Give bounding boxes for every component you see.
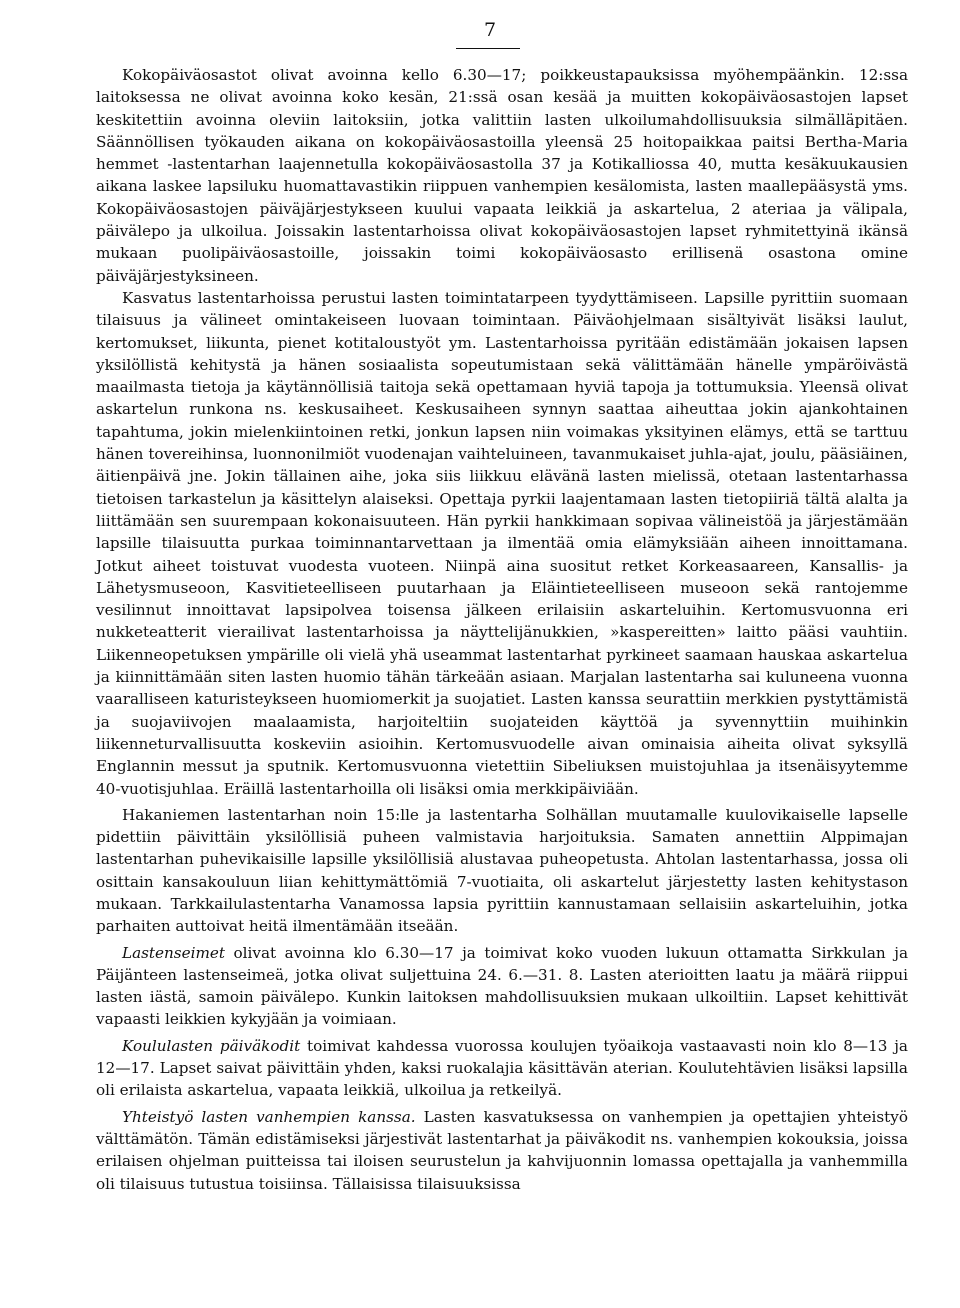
paragraph-full-day-sections: Kokopäiväosastot olivat avoinna kello 6.30—17; poikkeustapauksissa myöhempäänkin. 12:ssa laitoksessa ne olivat avoinna koko kesän, 21:ssä osan kesää ja muitten kokopäiväosastojen lapset keskitettiin avoinna oleviin laitoksiin, jotka valittiin lasten ulkoilumahdollisuuksia silmälläpitäen. Säännöllisen työkauden aikana on kokopäiväosastoilla yleensä 25 hoitopaikkaa paitsi Bertha-Maria hemmet -lastentarhan laajennetulla kokopäiväosastolla 37 ja Kotikalliossa 40, mutta kesäkuukausien aikana laskee lapsiluku huomattavastikin riippuen vanhempien kesälomista, lasten maallepääsystä yms. Kokopäiväosastojen päiväjärjestykseen kuului vapaata leikkiä ja askartelua, 2 ateriaa ja välipala, päivälepo ja ulkoilua. Joissakin lastentarhoissa olivat kokopäiväosastojen lapset ryhmitettyinä ikänsä mukaan puolipäiväosastoille, joissakin toimi kokopäiväosasto erillisenä osastona omine päiväjärjestyksineen. — [96, 66, 908, 285]
paragraph-speech-training: Hakaniemen lastentarhan noin 15:lle ja lastentarha Solhällan muutamalle kuulovikaiselle lapselle pidettiin päivittäin yksilöllisiä puheen valmistavia harjoituksia. Samaten annettiin Alppimajan lastentarhan puhevikaisille lapsille yksilöllisiä alustavaa puheopetusta. Ahtolan lastentarhassa, jossa oli osittain kansakouluun liian kehittymättömiä 7-vuotiaita, oli askartelut järjestetty lasten kehitystason mukaan. Tarkkailulastentarha Vanamossa lapsia pyrittiin kannustamaan sellaisiin askarteluihin, jotka parhaiten auttoivat heitä ilmentämään itseään. — [96, 805, 908, 936]
paragraph-nurseries — [96, 942, 908, 1031]
page-number-rule — [456, 48, 520, 49]
paragraph-education: Kasvatus lastentarhoissa perustui lasten toimintatarpeen tyydyttämiseen. Lapsille pyrittiin suomaan tilaisuus ja välineet omintakeiseen luovaan toimintaan. Päiväohjelmaan sisältyivät lisäksi laulut, kertomukset, liikunta, pienet kotitaloustyöt ym. Lastentarhoissa pyritään edistämään jokaisen lapsen yksilöllistä kehitystä ja hänen sosiaalista sopeutumistaan sekä välittämään hänelle ympäröivästä maailmasta tietoja ja käytännöllisiä taitoja sekä opettamaan hyviä tapoja ja tottumuksia. Yleensä olivat askartelun runkona ns. keskusaiheet. Keskusaiheen synnyn saattaa aiheuttaa jokin ajankohtainen tapahtuma, jokin mielenkiintoinen retki, jonkun lapsen niin voimakas yksityinen elämys, että se tarttuu hänen tovereihinsa, luonnonilmiöt vuodenajan vaihteluineen, tavanmukaiset juhla-ajat, joulu, pääsiäinen, äitienpäivä jne. Jokin tällainen aihe, joka siis liikkuu elävänä lasten mielissä, otetaan lastentarhassa tietoisen tarkastelun ja käsittelyn alaiseksi. Opettaja pyrkii laajentamaan lasten tietopiiriä tältä alalta ja liittämään sen suurempaan kokonaisuuteen. Hän pyrkii hankkimaan sopivaa välineistöä ja järjestämään lapsille tilaisuutta purkaa toiminnantarvettaan ja ilmentää omia elämyksiään aiheen innoittamana. Jotkut aiheet toistuvat vuodesta vuoteen. Niinpä aina suositut retket Korkeasaareen, Kansallis- ja Lähetysmuseoon, Kasvitieteelliseen puutarhaan ja Eläintieteelliseen museoon sekä rantojemme vesilinnut innoittavat lapsipolvea toisensa jälkeen erilaisiin askarteluihin. Kertomusvuonna eri nukketeatterit vierailivat lastentarhoissa ja näyttelijänukkien, »kaspereitten» laitto pääsi vauhtiin. Liikenneopetuksen ympärille oli vielä yhä useammat lastentarhat pyrkineet saamaan hauskaa askartelua ja kiinnittämään siten lasten huomio tähän tärkeään asiaan. Marjalan lastentarha sai kuluneena vuonna vaaralliseen katuristeykseen huomiomerkit ja suojatiet. Lasten kanssa seurattiin merkkien pystyttämistä ja suojaviivojen maalaamista, harjoiteltiin suojateiden käyttöä ja syvennyttiin muihinkin liikenneturvallisuutta koskeviin asioihin. Kertomusvuodelle aivan ominaisia aiheita olivat syksyllä Englannin messut ja sputnik. Kertomusvuonna vietettiin Sibeliuksen muistojuhlaa ja itsenäisyytemme 40-vuotisjuhlaa. Eräillä lastentarhoilla oli lisäksi omia merkkipäiviään. — [96, 288, 908, 798]
paragraph-lead-parent-cooperation: Yhteistyö lasten vanhempien kanssa. — [122, 1107, 416, 1126]
paragraph-day-homes — [96, 1035, 908, 1102]
paragraph-lead-day-homes: Koululasten päiväkodit — [122, 1036, 301, 1055]
paragraph-lead-nurseries: Lastenseimet — [122, 943, 225, 962]
paragraph-body-day-homes: toimivat kahdessa vuorossa koulujen työaikoja vastaavasti noin klo 8—13 ja 12—17. Lapset saivat päivittäin yhden, kaksi ruokalajia käsittävän aterian. Koulutehtävien lisäksi lapsilla oli erilaista askartelua, vapaata leikkiä, ulkoilua ja retkeilyä. — [96, 1036, 908, 1100]
paragraph-body-parent-cooperation: Lasten kasvatuksessa on vanhempien ja opettajien yhteistyö välttämätön. Tämän edistämiseksi järjestivät lastentarhat ja päiväkodit ns. vanhempien kokouksia, joissa erilaisen ohjelman puitteissa tai iloisen seurustelun ja kahvijuonnin lomassa opettajalla ja vanhemmilla oli tilaisuus tutustua toisiinsa. Tällaisissa tilaisuuksissa — [96, 1107, 908, 1193]
paragraph-parent-cooperation — [96, 1106, 908, 1195]
paragraph-body-nurseries: olivat avoinna klo 6.30—17 ja toimivat koko vuoden lukuun ottamatta Sirkkulan ja Päijänteen lastenseimeä, jotka olivat suljettuina 24. 6.—31. 8. Lasten aterioitten laatu ja määrä riippui lasten iästä, samoin päivälepo. Kunkin laitoksen mahdollisuuksien mukaan ulkoiltiin. Lapset kehittivät vapaasti leikkien kykyjään ja voimiaan. — [96, 943, 908, 1029]
page-number: 7 — [483, 19, 497, 41]
body-text — [96, 64, 908, 1195]
